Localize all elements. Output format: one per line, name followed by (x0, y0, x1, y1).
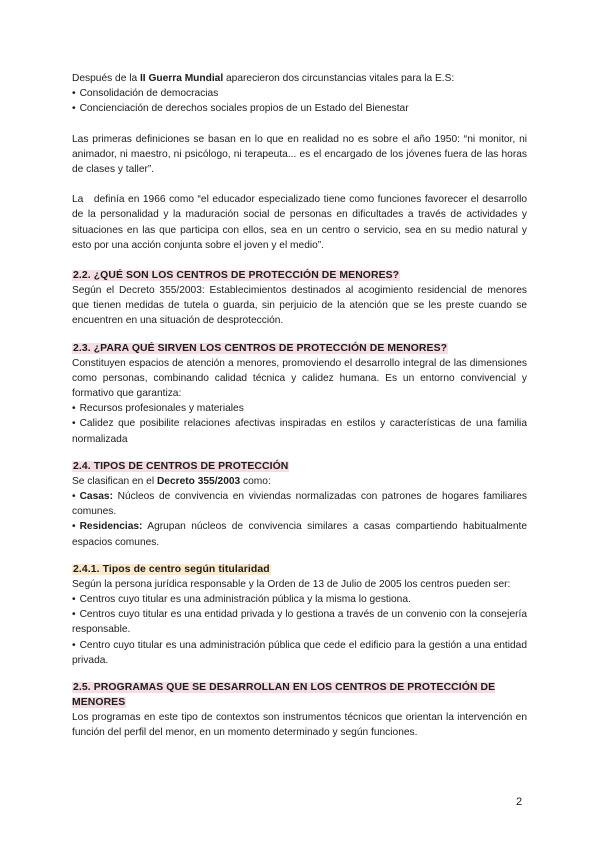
heading-2-4-1 (72, 562, 527, 577)
list-item: • Centros cuyo titular es una entidad privada y lo gestiona a través de un convenio con la consejería responsable. (72, 607, 527, 637)
bullet-list-2-3 (72, 401, 527, 447)
list-item: • Calidez que posibilite relaciones afectivas inspiradas en estilos y características de una familia normalizada (72, 416, 527, 446)
residencias-label: Residencias: (79, 521, 143, 533)
list-item: • Centro cuyo titular es una administración pública que cede el edificio para la gestión a una entidad privada. (72, 638, 527, 668)
casas-label: Casas: (79, 491, 113, 503)
heading-2-4-1-text: 2.4.1. Tipos de centro según titularidad (73, 563, 270, 575)
paragraph-2-2: Según el Decreto 355/2003: Establecimientos destinados al acogimiento residencial de menores que tienen medidas de tutela o guarda, sin perjuicio de la atención que se les preste cuando se encuentren en una situación de desprotección. (72, 285, 527, 327)
heading-2-4 (72, 459, 527, 474)
list-item: • Consolidación de democracias (72, 86, 527, 101)
paragraph-1966: La definía en 1966 como “el educador especializado tiene como funciones favorecer el desarrollo de la personalidad y la maduración social de personas en dificultades a través de actividades y situaciones en las que participa con ellos, sea en un centro o servicio, sea en su medio natural y esto por una acción conjunta sobre el joven y el medio”. (72, 194, 530, 251)
paragraph-2-4-intro (72, 474, 527, 489)
paragraph-definitions: Las primeras definiciones se basan en lo que en realidad no es sobre el año 1950: “ni monitor, ni animador, ni maestro, ni psicólogo, ni terapeuta... es el encargado de los jóvenes fuera de las horas de clases y taller”. (72, 133, 527, 176)
list-item: • Concienciación de derechos sociales propios de un Estado del Bienestar (72, 101, 527, 116)
text: Se clasifican en el (72, 475, 157, 487)
intro-bullet-list (72, 86, 527, 116)
heading-2-2-text: 2.2. ¿QUÉ SON LOS CENTROS DE PROTECCIÓN DE MENORES? (73, 270, 400, 282)
intro-text-post: aparecieron dos circunstancias vitales para la E.S: (223, 73, 455, 84)
heading-2-2 (72, 268, 527, 283)
heading-2-4-text: 2.4. TIPOS DE CENTROS DE PROTECCIÓN (73, 460, 289, 472)
list-item: • Recursos profesionales y materiales (72, 401, 527, 416)
residencias-text: Agrupan núcleos de convivencia similares a casas compartiendo habitualmente espacios comunes. (72, 521, 527, 548)
list-item-casas (72, 489, 527, 519)
bullet-list-2-4-1 (72, 592, 527, 668)
heading-2-5 (72, 680, 527, 710)
casas-text: Núcleos de convivencia en viviendas normalizadas con patrones de hogares familiares comunes. (72, 491, 527, 518)
decree-bold: Decreto 355/2003 (156, 475, 241, 487)
list-item-residencias (72, 519, 527, 549)
paragraph-2-4-1: Según la persona jurídica responsable y la Orden de 13 de Julio de 2005 los centros pueden ser: (72, 578, 511, 590)
intro-bold: II Guerra Mundial (139, 73, 224, 84)
heading-2-3 (72, 341, 527, 356)
paragraph-2-3: Constituyen espacios de atención a menores, promoviendo el desarrollo integral de las dimensiones como personas, combinando calidad técnica y calidez humana. Es un entorno convivencial y formativo que garantiza: (72, 357, 527, 400)
heading-2-5-text: 2.5. PROGRAMAS QUE SE DESARROLLAN EN LOS CENTROS DE PROTECCIÓN DE MENORES (72, 682, 496, 709)
page-number: 2 (516, 796, 523, 808)
paragraph-2-5: Los programas en este tipo de contextos son instrumentos técnicos que orientan la intervención en función del perfil del menor, en un momento determinado y según funciones. (72, 712, 527, 739)
intro-line (72, 71, 527, 86)
list-item: • Centros cuyo titular es una administración pública y la misma lo gestiona. (72, 592, 527, 607)
intro-text-pre: Después de la (72, 73, 140, 84)
heading-2-3-text: 2.3. ¿PARA QUÉ SIRVEN LOS CENTROS DE PROTECCIÓN DE MENORES? (73, 342, 448, 354)
document-page (72, 71, 530, 741)
text: como: (240, 475, 271, 487)
